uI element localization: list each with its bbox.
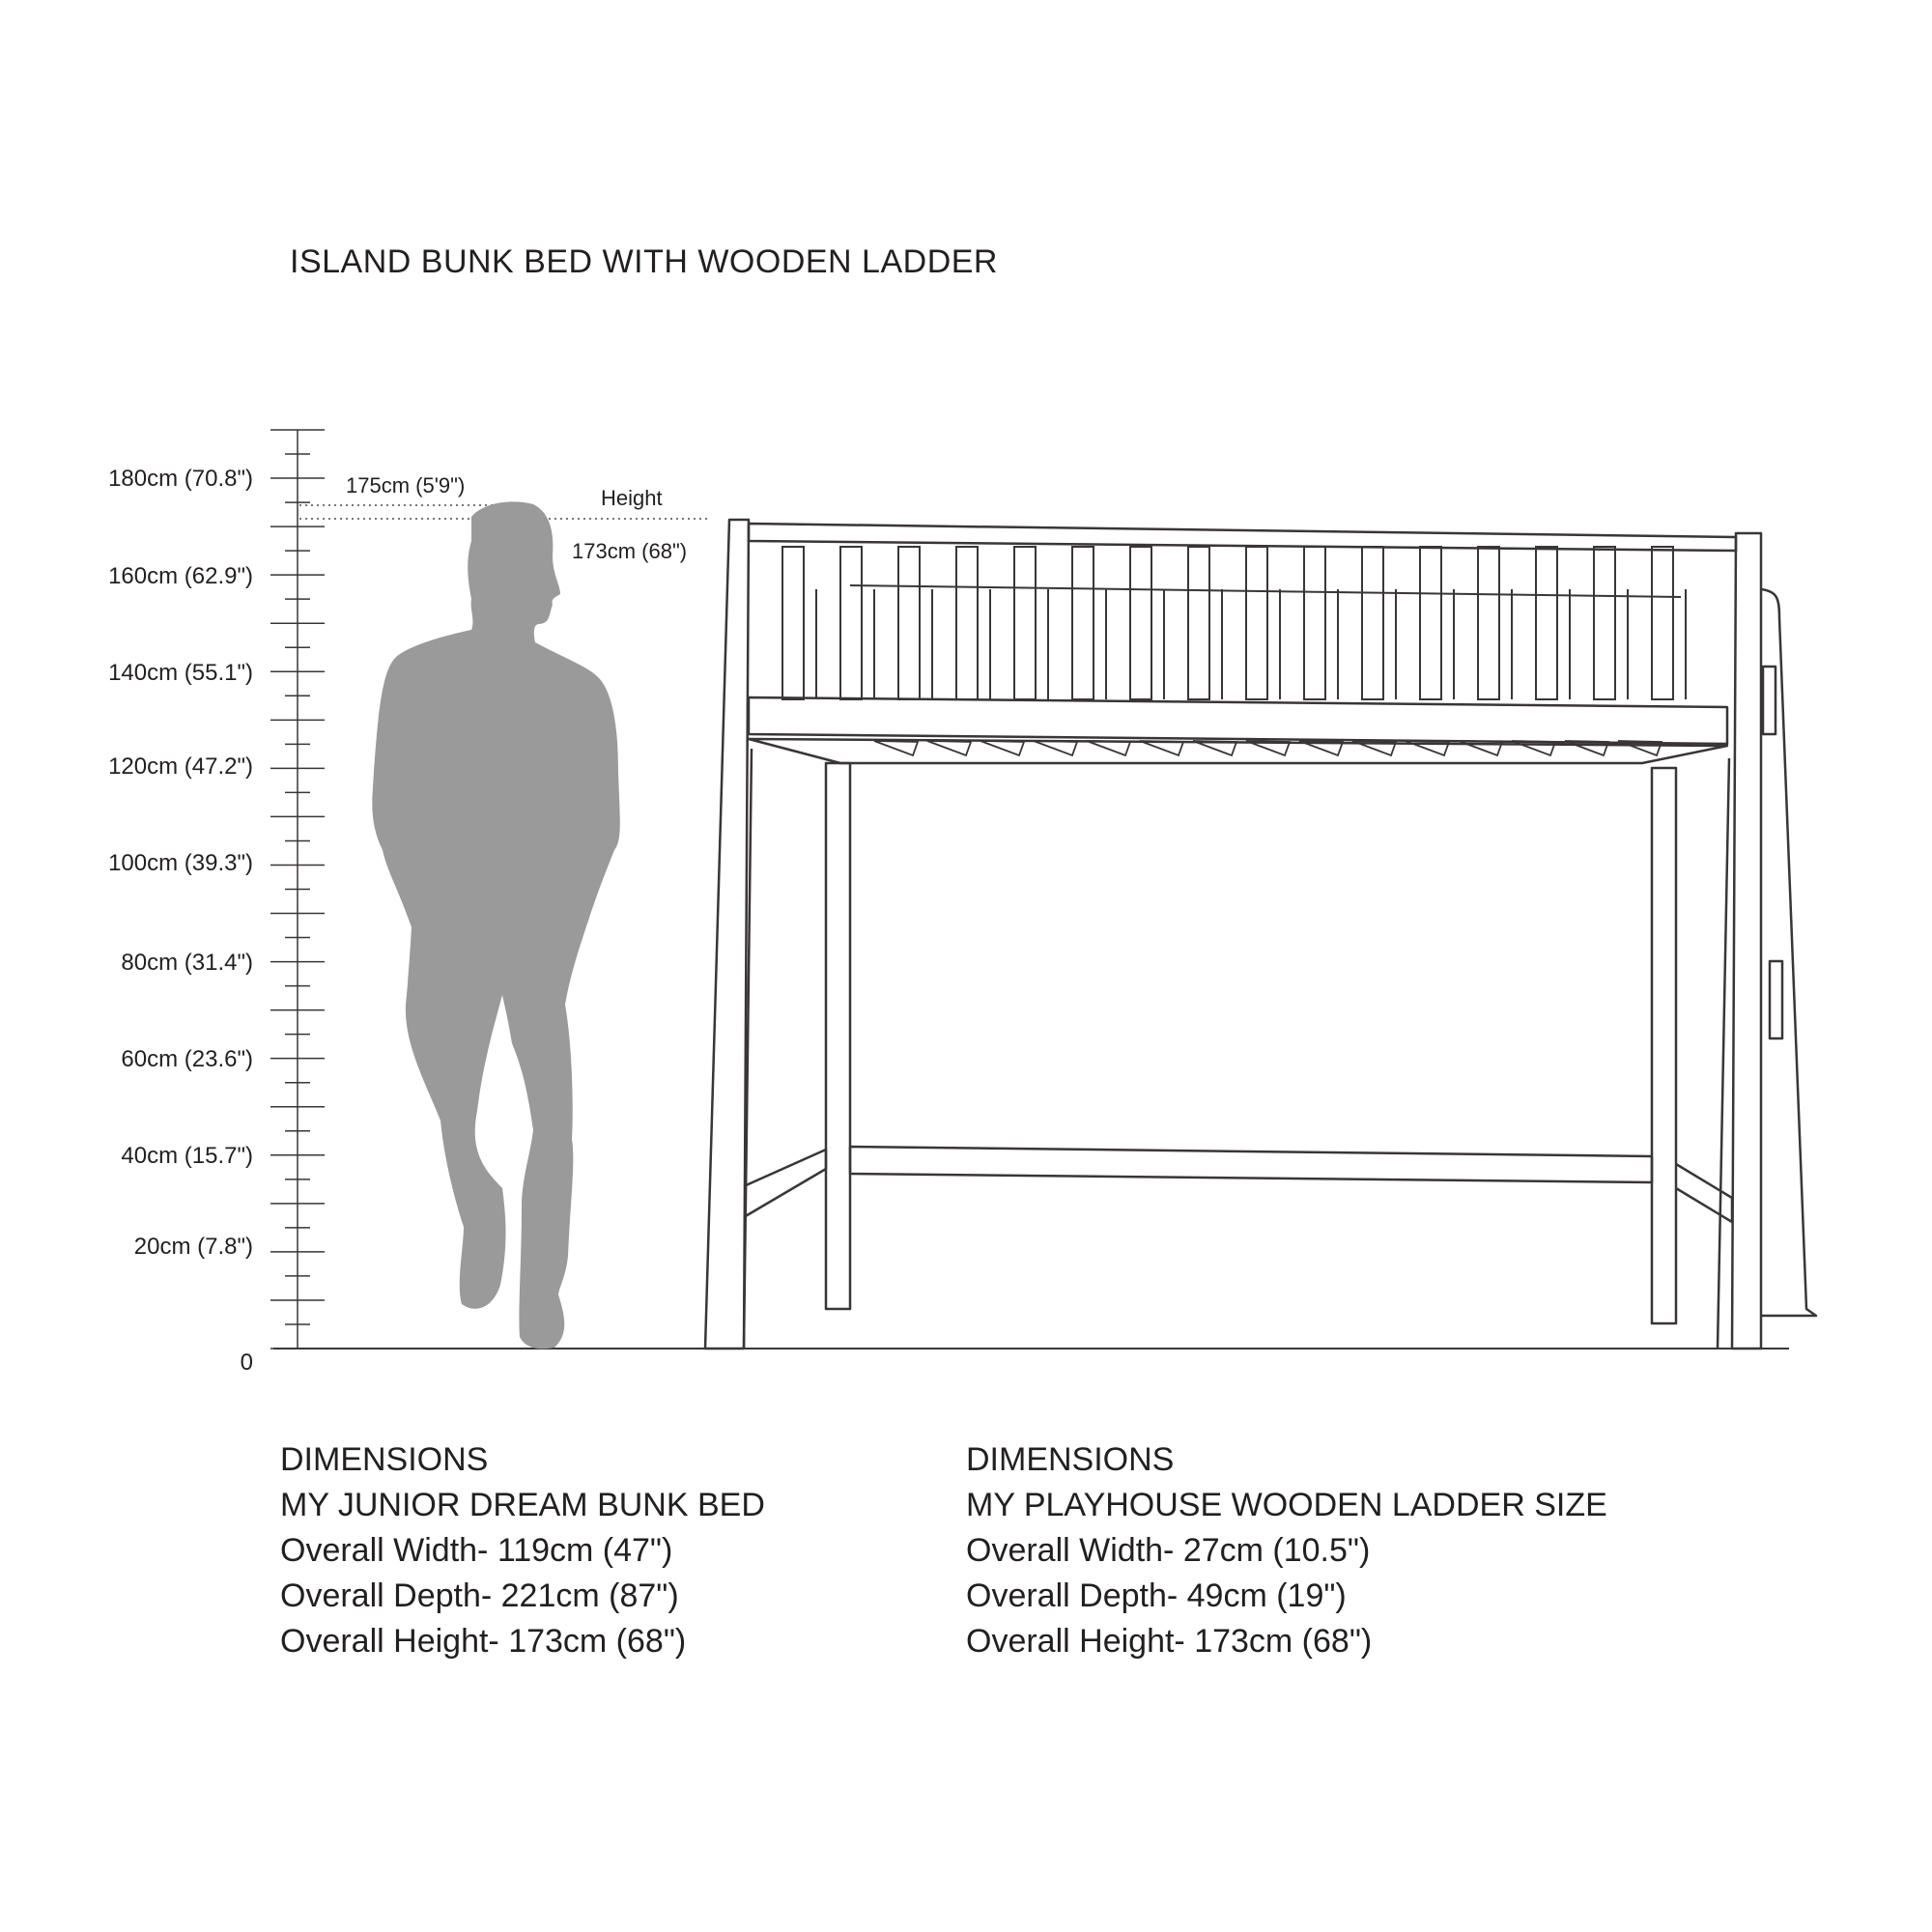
rail-slat: [1594, 547, 1615, 699]
product-name: MY PLAYHOUSE WOODEN LADDER SIZE: [966, 1487, 1607, 1523]
mattress-slat: [927, 741, 971, 755]
overall-depth: Overall Depth- 221cm (87"): [280, 1577, 679, 1614]
scale-label-40: 40cm (15.7"): [121, 1143, 253, 1169]
mattress-slat: [1087, 741, 1130, 755]
rail-slat: [1130, 547, 1151, 699]
scale-label-180: 180cm (70.8"): [108, 466, 253, 492]
overall-width: Overall Width- 27cm (10.5"): [966, 1532, 1371, 1569]
mattress-slat: [980, 741, 1024, 755]
overall-height: Overall Height- 173cm (68"): [280, 1623, 687, 1660]
scale-label-80: 80cm (31.4"): [121, 950, 253, 976]
person-height-label: 175cm (5'9"): [346, 473, 466, 497]
overall-depth: Overall Depth- 49cm (19"): [966, 1577, 1347, 1614]
rail-slat: [1188, 547, 1209, 699]
bunk-bed-dimensions: [280, 1437, 765, 1664]
overall-width: Overall Width- 119cm (47"): [280, 1532, 673, 1569]
rail-slat: [1072, 547, 1094, 699]
scale-label-60: 60cm (23.6"): [121, 1046, 253, 1072]
bed-height-title: Height: [601, 486, 663, 510]
rail-slat: [1652, 547, 1673, 699]
rail-slat: [840, 547, 862, 699]
scale-label-160: 160cm (62.9"): [108, 563, 253, 589]
mattress-slat: [874, 741, 918, 755]
overall-height: Overall Height- 173cm (68"): [966, 1623, 1373, 1660]
mattress-slat: [1034, 741, 1077, 755]
dimensions-heading: DIMENSIONS: [280, 1441, 489, 1478]
ladder-dimensions: [966, 1437, 1607, 1664]
rail-slat: [956, 547, 978, 699]
scale-label-120: 120cm (47.2"): [108, 753, 253, 780]
scale-label-140: 140cm (55.1"): [108, 660, 253, 686]
rail-slat: [1304, 547, 1325, 699]
height-ruler: [270, 430, 325, 1349]
rail-slat: [898, 547, 920, 699]
scale-label-100: 100cm (39.3"): [108, 850, 253, 876]
scale-label-20: 20cm (7.8"): [133, 1234, 253, 1260]
guard-rail-slats: [782, 547, 1686, 699]
dimensions-heading: DIMENSIONS: [966, 1441, 1175, 1478]
rail-slat: [1420, 547, 1441, 699]
rail-slat: [1246, 547, 1267, 699]
diagram-title: ISLAND BUNK BED WITH WOODEN LADDER: [290, 243, 998, 280]
rail-slat: [1014, 547, 1036, 699]
rail-slat: [1362, 547, 1383, 699]
bed-frame: [705, 520, 1816, 1349]
rail-slat: [1478, 547, 1499, 699]
person-silhouette: [372, 501, 619, 1349]
rail-slat: [782, 547, 804, 699]
rail-slat: [1536, 547, 1557, 699]
bed-height-value: 173cm (68"): [572, 539, 688, 563]
product-name: MY JUNIOR DREAM BUNK BED: [280, 1487, 765, 1523]
scale-label-0: 0: [240, 1350, 253, 1376]
